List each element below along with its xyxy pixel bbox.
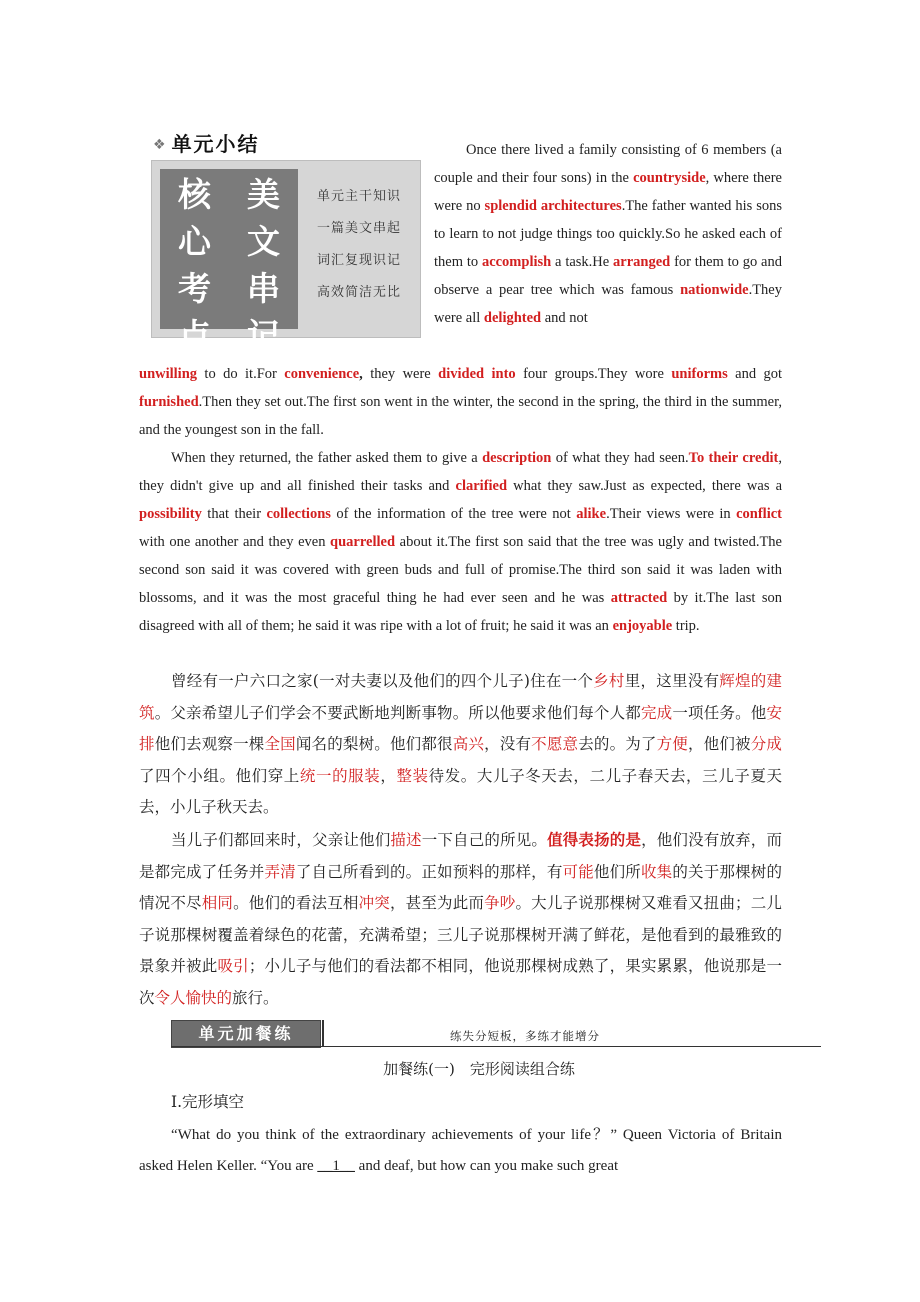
banner-tagline: 词汇复现识记: [316, 253, 401, 268]
cloze-line-2b: and deaf, but how can you make such great: [354, 1158, 619, 1174]
extra-practice-slogan: 练失分短板，多练才能增分: [450, 1029, 600, 1043]
text-run: 他们去观察一棵: [154, 735, 265, 753]
keyword: furnished: [139, 394, 199, 410]
keyword: 分成: [750, 735, 782, 753]
text-run: , where there were no: [434, 170, 782, 214]
keyword: divided into: [438, 366, 516, 382]
keyword: 统一的服装: [299, 766, 381, 785]
text-run: 待发。大儿子冬天去，二儿子春天去，三儿子夏天去，小儿子秋天去。: [139, 766, 782, 816]
chinese-paragraph-2: [139, 824, 782, 1014]
keyword: 冲突: [358, 894, 390, 912]
keyword: attracted: [610, 590, 668, 606]
text-run: for them to go and observe a pear tree which was famous: [434, 254, 782, 298]
keyword: 整装: [396, 766, 429, 785]
keyword: 弄清: [264, 862, 296, 881]
keyword: 描述: [390, 831, 422, 849]
text-run: When they returned, the father asked them to give a: [171, 450, 483, 466]
keyword: 乡村: [593, 672, 625, 690]
keyword: 争吵: [484, 894, 516, 912]
keyword: 高兴: [452, 735, 485, 753]
text-run: of what they had seen.: [551, 450, 689, 466]
banner-char: 点: [178, 316, 211, 355]
keyword: alike: [576, 506, 607, 522]
text-run: ，他们没有放弃，而是都完成了任务并: [139, 831, 782, 881]
banner-char: 美: [247, 175, 280, 214]
text-run: ，没有: [484, 735, 532, 753]
keyword: 吸引: [217, 957, 249, 975]
chinese-paragraph-1: [139, 666, 782, 824]
banner-char: 记: [247, 316, 280, 355]
text-run: to do it.For: [197, 366, 285, 382]
keyword: enjoyable: [612, 618, 673, 634]
keyword: 相同: [201, 894, 234, 912]
keyword: 不愿意: [531, 735, 579, 753]
text-run: 。他们的看法互相: [233, 894, 359, 912]
extra-practice-label: 单元加餐练: [171, 1020, 321, 1048]
text-run: ，他们被: [688, 735, 751, 753]
keyword: description: [482, 450, 552, 466]
keyword: splendid architectures: [484, 198, 622, 214]
text-run: ,: [359, 366, 363, 382]
text-run: 闻名的梨树。他们都很: [295, 735, 453, 753]
keyword: possibility: [139, 506, 202, 522]
banner-char: 串: [247, 269, 280, 308]
text-run: they were: [362, 366, 439, 382]
text-run: 去的。为了: [578, 735, 657, 753]
diamond-icon: ❖: [153, 137, 168, 153]
text-run: that their: [201, 506, 267, 522]
keyword: 令人愉快的: [154, 988, 233, 1007]
cloze-line-2a: Britain asked Helen Keller. “You are: [139, 1127, 782, 1174]
text-run: 。大儿子说那棵树又难看又扭曲；二儿子说那棵树覆盖着绿色的花蕾，充满希望；三儿子说那棵树开满了鲜花，是他看到的最雅致的景象并被此: [139, 894, 782, 975]
text-run: .Then they set out.The first son went in the winter, the second in the spring, the third in the summer, and the youngest son in the fall.: [139, 394, 782, 438]
part-title: Ⅰ.完形填空: [171, 1093, 245, 1111]
keyword: 安排: [139, 703, 782, 753]
keyword: 值得表扬的是: [547, 830, 642, 849]
text-run: 他们所: [593, 862, 641, 881]
text-run: , they didn't give up and all finished their tasks and: [139, 450, 782, 494]
keyword: arranged: [613, 254, 671, 270]
english-paragraph-2: [139, 444, 782, 640]
exercise-title: 加餐练(一) 完形阅读组合练: [383, 1060, 575, 1078]
keyword: 辉煌的建筑: [139, 672, 782, 722]
text-run: 一项任务。他: [672, 703, 767, 722]
bar-rule: [171, 1046, 821, 1047]
summary-banner: [151, 160, 421, 355]
keyword: To their credit: [688, 450, 779, 466]
text-run: four groups.They wore: [515, 366, 672, 382]
text-run: 曾经有一户六口之家(一对夫妻以及他们的四个儿子)住在一个: [171, 672, 594, 690]
text-run: 旅行。: [232, 988, 279, 1007]
cloze-blank-1: __1__: [317, 1158, 355, 1174]
text-run: what they saw.Just as expected, there was a: [507, 478, 783, 494]
text-run: ，甚至为此而: [389, 894, 485, 912]
text-run: and not: [541, 310, 588, 326]
text-run: ；小儿子与他们的看法都不相同，他说那棵树成熟了，果实累累，他说那是一次: [139, 957, 782, 1007]
bar-divider: [322, 1020, 324, 1046]
text-run: Once there lived a family consisting of 6 members (a couple and their four sons) in the: [434, 142, 782, 186]
banner-char: 心: [178, 222, 211, 261]
text-run: with one another and they even: [139, 534, 331, 550]
section-title-text: 单元小结: [171, 132, 260, 156]
section-title: [153, 128, 260, 157]
keyword: delighted: [483, 310, 542, 326]
keyword: countryside: [633, 170, 706, 186]
banner-big-characters: [160, 169, 298, 355]
keyword: nationwide: [680, 282, 749, 298]
text-run: trip.: [672, 618, 700, 634]
text-run: and got: [727, 366, 783, 382]
text-run: 了自己所看到的。正如预料的那样，有: [295, 862, 563, 881]
banner-taglines: [306, 181, 412, 309]
banner-char: 文: [247, 222, 280, 261]
keyword: 收集: [640, 862, 673, 881]
keyword: collections: [266, 506, 331, 522]
english-paragraph-1-rest: [139, 360, 782, 444]
text-run: 里，这里没有: [624, 672, 720, 690]
text-run: by it.The last son disagreed with all of them; he said it was ripe with a lot of fruit; he said it was an: [139, 590, 782, 634]
text-run: .The father wanted his sons to learn to not judge things too quickly.So he asked each of them to: [434, 198, 782, 270]
keyword: accomplish: [481, 254, 552, 270]
keyword: clarified: [455, 478, 508, 494]
banner-tagline: 单元主干知识: [316, 189, 401, 204]
keyword: convenience: [284, 366, 360, 382]
text-run: 一下自己的所见。: [421, 831, 548, 849]
banner-tagline: 高效简洁无比: [316, 285, 401, 300]
banner-char: 考: [178, 269, 211, 308]
keyword: 方便: [656, 735, 688, 753]
text-run: 。父亲希望儿子们学会不要武断地判断事物。所以他要求他们每个人都: [154, 703, 641, 722]
banner-char: 核: [178, 175, 211, 214]
text-run: 了四个小组。他们穿上: [139, 766, 300, 785]
text-run: .They were all: [434, 282, 782, 326]
keyword: conflict: [736, 506, 782, 522]
text-run: 当儿子们都回来时，父亲让他们: [171, 831, 391, 849]
text-run: a task.He: [551, 254, 614, 270]
keyword: quarrelled: [330, 534, 396, 550]
english-paragraph-1-top: [434, 136, 782, 332]
cloze-line-1: “What do you think of the extraordinary achievements of your life？” Queen Victoria of: [171, 1127, 735, 1143]
text-run: ，: [380, 766, 397, 785]
text-run: about it.The first son said that the tree was ugly and twisted.The second son said it was covered with green buds and full of promise.The third son said it was laden with blossoms, and it was the most graceful thing he had ever seen and he was: [139, 534, 782, 606]
keyword: 可能: [562, 862, 594, 881]
text-run: of the information of the tree were not: [330, 506, 577, 522]
cloze-passage: [139, 1120, 782, 1182]
keyword: 完成: [640, 703, 673, 722]
keyword: unwilling: [139, 366, 198, 382]
text-run: 的关于那棵树的情况不尽: [139, 862, 782, 912]
keyword: uniforms: [671, 366, 728, 382]
keyword: 全国: [264, 735, 296, 753]
text-run: .Their views were in: [606, 506, 737, 522]
banner-tagline: 一篇美文串起: [316, 221, 401, 236]
